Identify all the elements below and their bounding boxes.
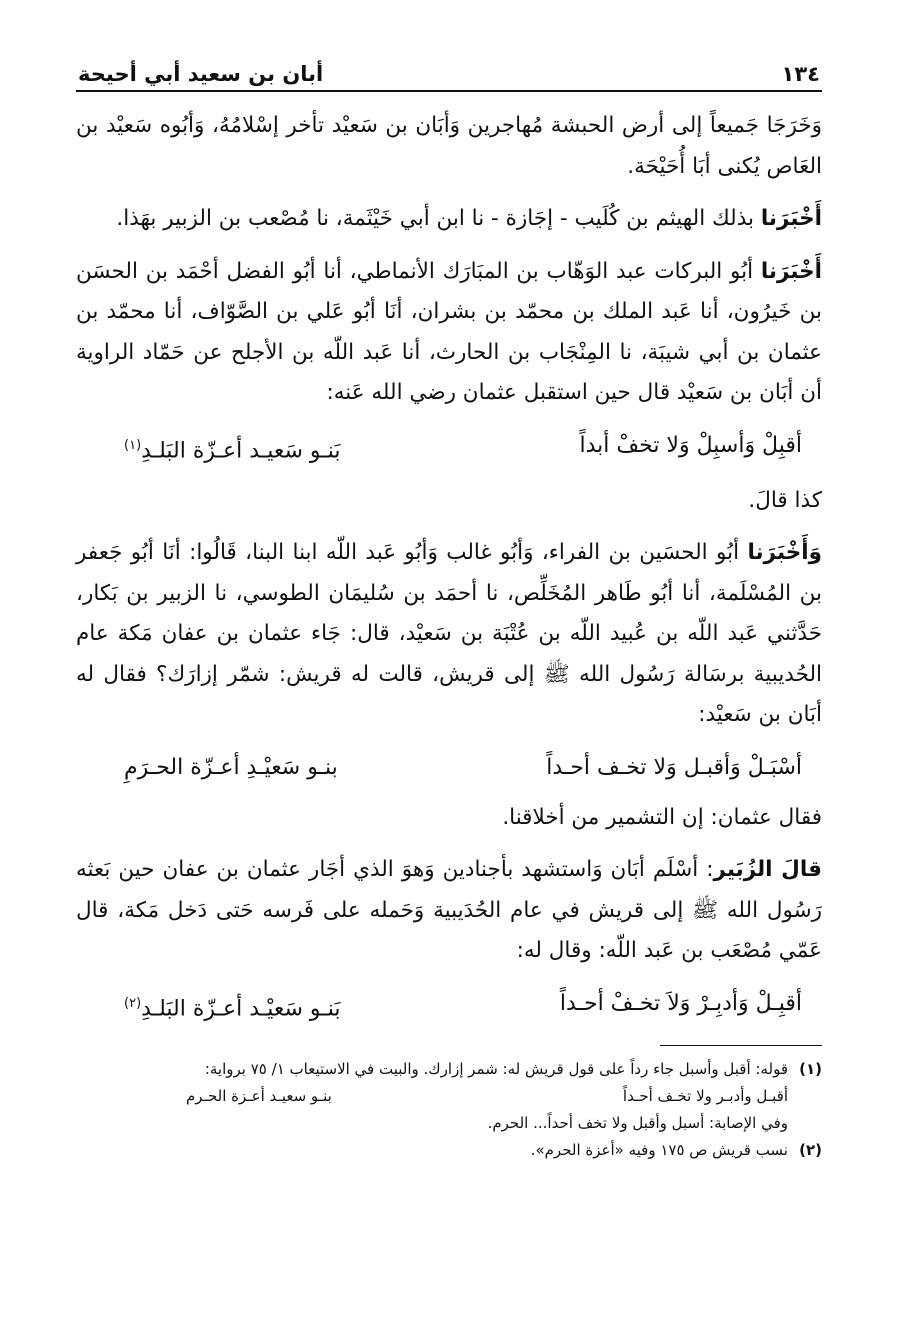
verse-3-first-hemistich: أقبِـلْ وَأدبِـرْ وَلاَ تخـفْ أحـداً xyxy=(559,990,802,1016)
header-rule xyxy=(76,90,822,92)
footnote-1-extra: وفي الإصابة: أسبل وأقبل ولا تخف أحداً... الحرم. xyxy=(487,1114,788,1133)
verse-1-first-hemistich: أقبِلْ وَأسبِلْ وَلا تخفْ أبداً xyxy=(579,432,802,458)
verse-2 xyxy=(124,748,802,788)
page-number: ١٣٤ xyxy=(781,62,820,86)
footnotes xyxy=(76,1056,822,1164)
paragraph-6: فقال عثمان: إن التشمير من أخلاقنا. xyxy=(502,804,822,830)
chain-keyword: أَخْبَرَنا xyxy=(760,258,822,284)
paragraph-5 xyxy=(76,533,822,736)
footnote-1-text: قوله: أقبل وأسبل جاء رداً على قول قريش له: شمر إزارك. والبيت في الاستيعاب ١/ ٧٥ برواية: xyxy=(204,1060,788,1079)
paragraph-2 xyxy=(76,199,822,240)
paragraph-7 xyxy=(76,850,822,972)
chain-keyword: وَأَخْبَرَنا xyxy=(747,540,822,566)
footnote-1-verse-first: أقبـل وأدبـر ولا تخـف أحـداً xyxy=(622,1087,788,1106)
page-header xyxy=(76,62,822,90)
verse-2-first-hemistich: أسْبَـلْ وَأقبـل وَلا تخـف أحـداً xyxy=(546,754,802,780)
footnote-rule xyxy=(660,1045,822,1046)
verse-1-second-hemistich: بَنـو سَعيـد أعـزّة البَلـدِ$^{(١)}$ xyxy=(124,437,341,463)
paragraph-3-text: أبُو البركات عبد الوَهّاب بن المبَارَك الأنماطي، أنا أبُو الفضل أحْمَد بن الحسَن بن خَيرُون، أنا عَبد الملك بن محمّد بن بشران، أنَا أبُو عَلي بن الصَّوّاف، أنا محمّد بن عثمان بن أبي شيبَة، نا المِنْجَاب بن الحارث، أنا عَبد اللّه بن الأجلح عن حَمّاد الراوية أن أبَان بن سَعيْد قال حين استقبل عثمان رضي الله عَنه: xyxy=(76,258,822,405)
running-title: أبان بن سعيد أبي أحيحة xyxy=(78,62,324,86)
chain-keyword: أَخْبَرَنا xyxy=(760,206,822,231)
verse-3-second-hemistich: بَنـو سَعيْـد أعـزّة البَلـدِ$^{(٢)}$ xyxy=(124,995,341,1022)
footnote-ref-2[interactable]: (٢) xyxy=(124,995,142,1011)
verse-2-second-hemistich: بنـو سَعيْـدِ أعـزّة الحـرَمِ xyxy=(124,754,338,780)
main-text xyxy=(76,106,822,1029)
verse-3 xyxy=(124,984,802,1029)
paragraph-2-text: بذلك الهيثم بن كُلَيب - إجَازة - نا ابن أبي خَيْثَمة، نا مُصْعب بن الزبير بهَذا. xyxy=(116,206,761,231)
footnote-1-verse-second: بنـو سعيـد أعـزة الحـرم xyxy=(186,1087,332,1106)
footnote-2-text: نسب قريش ص ١٧٥ وفيه «أعزة الحرم». xyxy=(530,1141,788,1160)
paragraph-7-text: : أسْلَم أبَان وَاستشهد بأجنادين وَهوَ الذي أجَار عثمان بن عفان حين بَعثه رَسُول الله ﷺ إلى قريش في عام الحُدَيبية وَحَمله على فَرسه حَتى دَخل مَكة، قال عَمّي مُصْعَب بن عَبد اللّه: وقال له: xyxy=(76,857,822,964)
footnote-1-number: (١) xyxy=(799,1060,822,1079)
footnote-1 xyxy=(76,1056,822,1083)
chain-keyword: قالَ الزُبَير xyxy=(713,857,822,883)
verse-1 xyxy=(124,426,802,471)
paragraph-3 xyxy=(76,252,822,414)
paragraph-4: كذا قالَ. xyxy=(748,487,822,513)
footnote-1-verse xyxy=(186,1083,788,1110)
footnote-2 xyxy=(76,1137,822,1164)
paragraph-5-text: أبُو الحسَين بن الفراء، وَأبُو غالب وَأبُو عَبد اللّه ابنا البنا، قَالُوا: أنَا أبُو جَعفر بن المُسْلَمة، أنا أبُو طَاهر المُخَلِّص، نا أحمَد بن سُليمَان الطوسي، نا الزبير بن بَكار، حَدَّثني عَبد اللّه بن عُبيد اللّه بن عُتْبَة بن سَعيْد، قال: جَاء عثمان بن عفان مَكة عام الحُديبية برسَالة رَسُول الله ﷺ إلى قريش، قالت له قريش: شمّر إزارَك؟ فقال له أبَان بن سَعيْد: xyxy=(76,540,822,728)
footnote-2-number: (٢) xyxy=(799,1141,822,1160)
footnote-ref-1[interactable]: (١) xyxy=(124,437,142,453)
paragraph-1: وَخَرَجَا جَميعاً إلى أرض الحبشة مُهاجرين وَأبَان بن سَعيْد تأخر إسْلامُهُ، وَأبُوه سَعيْد بن العَاص يُكنى أبَا أُحَيْحَة. xyxy=(76,113,822,179)
